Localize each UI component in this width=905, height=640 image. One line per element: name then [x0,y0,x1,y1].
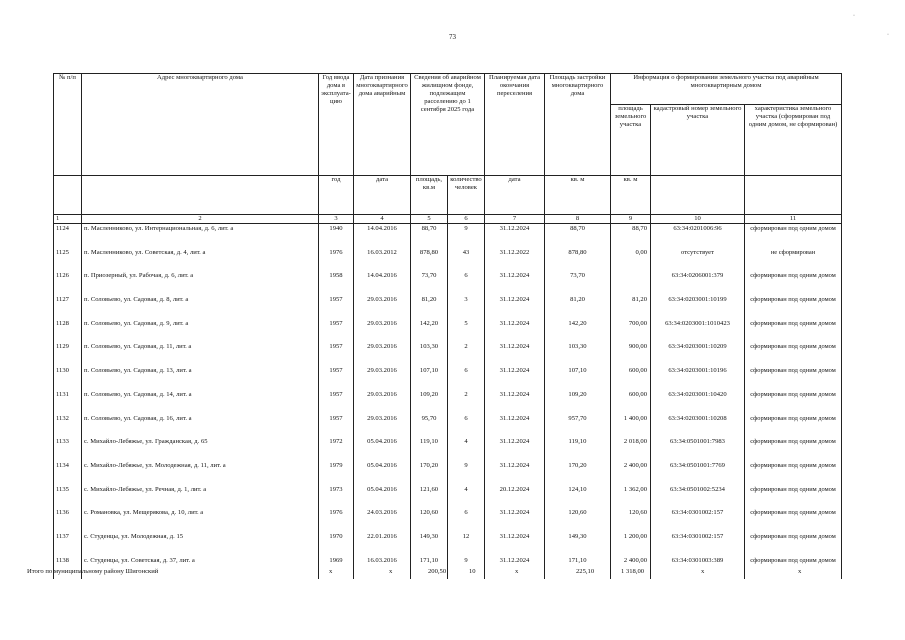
row-building-area: 81,20 [545,295,611,319]
header-land-char: характеристика земельного участка (сформирован под одним домом, не сформирован) [745,105,842,176]
row-land-char: сформирован под одним домом [745,342,842,366]
row-area: 120,60 [411,508,448,532]
row-land-area [611,271,651,295]
row-area: 88,70 [411,224,448,248]
row-people: 9 [448,224,485,248]
row-index: 1127 [54,295,82,319]
row-recognition-date: 05.04.2016 [354,485,411,509]
row-land-area: 1 362,00 [611,485,651,509]
row-land-area: 900,00 [611,342,651,366]
row-year: 1940 [319,224,354,248]
row-building-area: 878,80 [545,248,611,272]
row-land-char: сформирован под одним домом [745,390,842,414]
total-date: x [389,568,393,575]
row-recognition-date: 22.01.2016 [354,532,411,556]
header-emergency-fund: Сведения об аварийном жилищном фонде, подлежащем расселению до 1 сентября 2025 года [411,74,485,176]
row-land-char: сформирован под одним домом [745,556,842,580]
table-row [54,248,842,272]
emergency-housing-table [53,73,842,579]
total-build: 225,10 [576,568,595,575]
row-cadastral: 63:34:0203001:10199 [651,295,745,319]
row-recognition-date: 05.04.2016 [354,461,411,485]
row-year: 1957 [319,390,354,414]
row-cadastral: отсутствует [651,248,745,272]
row-index: 1135 [54,485,82,509]
row-end-date: 31.12.2024 [485,295,545,319]
row-land-area: 2 400,00 [611,461,651,485]
row-recognition-date: 29.03.2016 [354,390,411,414]
row-end-date: 31.12.2024 [485,508,545,532]
table-row [54,366,842,390]
unit-empty [745,176,842,215]
row-recognition-date: 29.03.2016 [354,295,411,319]
row-year: 1957 [319,342,354,366]
row-index: 1124 [54,224,82,248]
row-area: 170,20 [411,461,448,485]
row-land-char: сформирован под одним домом [745,319,842,343]
unit-empty [54,176,82,215]
row-people: 5 [448,319,485,343]
unit-build-area: кв. м [545,176,611,215]
row-recognition-date: 29.03.2016 [354,342,411,366]
row-index: 1131 [54,390,82,414]
page-number: 73 [449,33,456,41]
row-end-date: 31.12.2024 [485,437,545,461]
table-row [54,390,842,414]
total-row [27,566,841,582]
row-recognition-date: 29.03.2016 [354,319,411,343]
row-address: п. Соловьево, ул. Садовая, д. 16, лит. а [82,414,319,438]
unit-people: количество человек [448,176,485,215]
row-cadastral: 63:34:0201006:96 [651,224,745,248]
row-end-date: 31.12.2022 [485,248,545,272]
total-end: x [515,568,519,575]
header-cadastral: кадастровый номер земельного участка [651,105,745,176]
header-planned-date: Планируемая дата окончания переселения [485,74,545,176]
row-land-area: 2 400,00 [611,556,651,580]
row-land-area: 1 200,00 [611,532,651,556]
header-land-area: площадь земельного участка [611,105,651,176]
row-area: 107,10 [411,366,448,390]
row-year: 1957 [319,319,354,343]
row-cadastral: 63:34:0301003:389 [651,556,745,580]
column-number: 10 [651,215,745,224]
row-recognition-date: 14.04.2016 [354,224,411,248]
row-recognition-date: 14.04.2016 [354,271,411,295]
row-cadastral: 63:34:0301002:157 [651,532,745,556]
column-number: 2 [82,215,319,224]
row-people: 6 [448,271,485,295]
row-end-date: 31.12.2024 [485,461,545,485]
row-recognition-date: 29.03.2016 [354,366,411,390]
row-building-area: 124,10 [545,485,611,509]
row-year: 1972 [319,437,354,461]
unit-land-area: кв. м [611,176,651,215]
row-address: с. Михайло-Лебяжье, ул. Гражданская, д. 65 [82,437,319,461]
scan-speck: · [853,13,855,19]
row-address: п. Приозерный, ул. Рабочая, д. 6, лит. а [82,271,319,295]
header-address: Адрес многоквартирного дома [82,74,319,176]
row-area: 109,20 [411,390,448,414]
row-address: п. Соловьево, ул. Садовая, д. 11, лит. а [82,342,319,366]
row-building-area: 170,20 [545,461,611,485]
row-building-area: 119,10 [545,437,611,461]
row-address: с. Михайло-Лебяжье, ул. Речная, д. 1, лит. а [82,485,319,509]
header-year: Год ввода дома в эксплуата-цию [319,74,354,176]
row-area: 171,10 [411,556,448,580]
row-land-area: 0,00 [611,248,651,272]
row-land-area: 2 018,00 [611,437,651,461]
total-label: Итого по муниципальному району Шигонский [27,568,159,575]
row-cadastral: 63:34:0301002:157 [651,508,745,532]
total-area: 200,50 [428,568,447,575]
row-cadastral: 63:34:0501001:7983 [651,437,745,461]
header-index: № п/п [54,74,82,176]
row-building-area: 73,70 [545,271,611,295]
row-people: 6 [448,414,485,438]
row-people: 2 [448,342,485,366]
unit-area: площадь, кв.м [411,176,448,215]
row-address: п. Соловьево, ул. Садовая, д. 8, лит. а [82,295,319,319]
row-land-char: не сформирован [745,248,842,272]
row-area: 142,20 [411,319,448,343]
column-number: 4 [354,215,411,224]
row-land-area: 1 400,00 [611,414,651,438]
row-year: 1957 [319,414,354,438]
row-year: 1970 [319,532,354,556]
row-land-char: сформирован под одним домом [745,437,842,461]
row-year: 1979 [319,461,354,485]
column-number: 5 [411,215,448,224]
table-row [54,295,842,319]
row-address: п. Соловьево, ул. Садовая, д. 9, лит. а [82,319,319,343]
table-row [54,532,842,556]
row-recognition-date: 24.03.2016 [354,508,411,532]
row-area: 878,80 [411,248,448,272]
row-index: 1133 [54,437,82,461]
row-index: 1134 [54,461,82,485]
row-land-area: 81,20 [611,295,651,319]
row-cadastral: 63:34:0203001:10209 [651,342,745,366]
row-cadastral: 63:34:0203001:10420 [651,390,745,414]
table-row [54,508,842,532]
row-address: п. Соловьево, ул. Садовая, д. 14, лит. а [82,390,319,414]
row-land-char: сформирован под одним домом [745,508,842,532]
row-cadastral: 63:34:0501002:5234 [651,485,745,509]
row-index: 1132 [54,414,82,438]
row-people: 6 [448,508,485,532]
row-cadastral: 63:34:0206001:379 [651,271,745,295]
row-people: 3 [448,295,485,319]
row-year: 1976 [319,248,354,272]
row-area: 73,70 [411,271,448,295]
row-land-area: 700,00 [611,319,651,343]
row-people: 6 [448,366,485,390]
row-address: с. Михайло-Лебяжье, ул. Молодежная, д. 11, лит. а [82,461,319,485]
scan-speck: · [887,32,889,38]
row-people: 12 [448,532,485,556]
unit-date: дата [354,176,411,215]
row-building-area: 103,30 [545,342,611,366]
row-end-date: 31.12.2024 [485,366,545,390]
table-row [54,224,842,248]
column-number: 8 [545,215,611,224]
row-land-char: сформирован под одним домом [745,366,842,390]
row-address: п. Соловьево, ул. Садовая, д. 13, лит. а [82,366,319,390]
row-recognition-date: 05.04.2016 [354,437,411,461]
row-address: п. Масленниково, ул. Советская, д. 4, лит. а [82,248,319,272]
row-building-area: 149,30 [545,532,611,556]
row-year: 1973 [319,485,354,509]
row-area: 149,30 [411,532,448,556]
row-year: 1958 [319,271,354,295]
row-recognition-date: 16.03.2016 [354,556,411,580]
row-people: 2 [448,390,485,414]
header-building-area: Площадь застройки многоквартирного дома [545,74,611,176]
row-land-char: сформирован под одним домом [745,224,842,248]
header-land-info: Информация о формировании земельного участка под аварийным многоквартирным домом [611,74,842,105]
row-index: 1138 [54,556,82,580]
row-area: 121,60 [411,485,448,509]
row-people: 9 [448,461,485,485]
table-row [54,485,842,509]
table-row [54,271,842,295]
row-address: с. Студенцы, ул. Советская, д. 37, лит. а [82,556,319,580]
unit-end-date: дата [485,176,545,215]
row-land-char: сформирован под одним домом [745,532,842,556]
row-end-date: 31.12.2024 [485,390,545,414]
row-building-area: 171,10 [545,556,611,580]
row-index: 1136 [54,508,82,532]
row-cadastral: 63:34:0203001:10196 [651,366,745,390]
total-people: 10 [469,568,476,575]
row-cadastral: 63:34:0203001:10208 [651,414,745,438]
row-land-char: сформирован под одним домом [745,485,842,509]
total-land: 1 318,00 [621,568,645,575]
column-number: 1 [54,215,82,224]
header-recognition-date: Дата признания многоквартирного дома аварийным [354,74,411,176]
row-cadastral: 63:34:0501001:7769 [651,461,745,485]
row-end-date: 31.12.2024 [485,342,545,366]
row-cadastral: 63:34:0203001:1010423 [651,319,745,343]
table-row [54,437,842,461]
row-building-area: 109,20 [545,390,611,414]
row-land-char: сформирован под одним домом [745,295,842,319]
row-land-char: сформирован под одним домом [745,271,842,295]
table-row [54,461,842,485]
column-number: 7 [485,215,545,224]
total-char: x [798,568,802,575]
row-area: 81,20 [411,295,448,319]
row-people: 4 [448,437,485,461]
row-year: 1976 [319,508,354,532]
row-year: 1969 [319,556,354,580]
row-end-date: 31.12.2024 [485,319,545,343]
row-building-area: 120,60 [545,508,611,532]
row-building-area: 107,10 [545,366,611,390]
unit-empty [651,176,745,215]
row-building-area: 142,20 [545,319,611,343]
row-area: 95,70 [411,414,448,438]
unit-year: год [319,176,354,215]
row-year: 1957 [319,366,354,390]
row-building-area: 88,70 [545,224,611,248]
row-end-date: 31.12.2024 [485,224,545,248]
row-end-date: 31.12.2024 [485,271,545,295]
row-land-area: 600,00 [611,390,651,414]
total-year: x [329,568,333,575]
row-end-date: 31.12.2024 [485,414,545,438]
row-building-area: 957,70 [545,414,611,438]
row-people: 43 [448,248,485,272]
row-people: 9 [448,556,485,580]
row-address: с. Студенцы, ул. Молодежная, д. 15 [82,532,319,556]
row-end-date: 31.12.2024 [485,556,545,580]
row-address: п. Масленниково, ул. Интернациональная, д. 6, лит. а [82,224,319,248]
unit-empty [82,176,319,215]
row-land-area: 600,00 [611,366,651,390]
table-row [54,342,842,366]
row-index: 1130 [54,366,82,390]
column-number: 11 [745,215,842,224]
row-index: 1137 [54,532,82,556]
row-area: 119,10 [411,437,448,461]
row-recognition-date: 29.03.2016 [354,414,411,438]
row-index: 1125 [54,248,82,272]
row-index: 1128 [54,319,82,343]
row-land-char: сформирован под одним домом [745,414,842,438]
row-land-area: 120,60 [611,508,651,532]
row-index: 1126 [54,271,82,295]
row-people: 4 [448,485,485,509]
column-number: 6 [448,215,485,224]
row-recognition-date: 16.03.2012 [354,248,411,272]
row-end-date: 20.12.2024 [485,485,545,509]
row-land-char: сформирован под одним домом [745,461,842,485]
row-year: 1957 [319,295,354,319]
row-index: 1129 [54,342,82,366]
row-end-date: 31.12.2024 [485,532,545,556]
row-land-area: 88,70 [611,224,651,248]
table-row [54,319,842,343]
row-address: с. Романовка, ул. Мещерякова, д. 10, лит. а [82,508,319,532]
column-number: 3 [319,215,354,224]
column-number: 9 [611,215,651,224]
row-area: 103,30 [411,342,448,366]
total-cad: x [701,568,705,575]
table-row [54,414,842,438]
